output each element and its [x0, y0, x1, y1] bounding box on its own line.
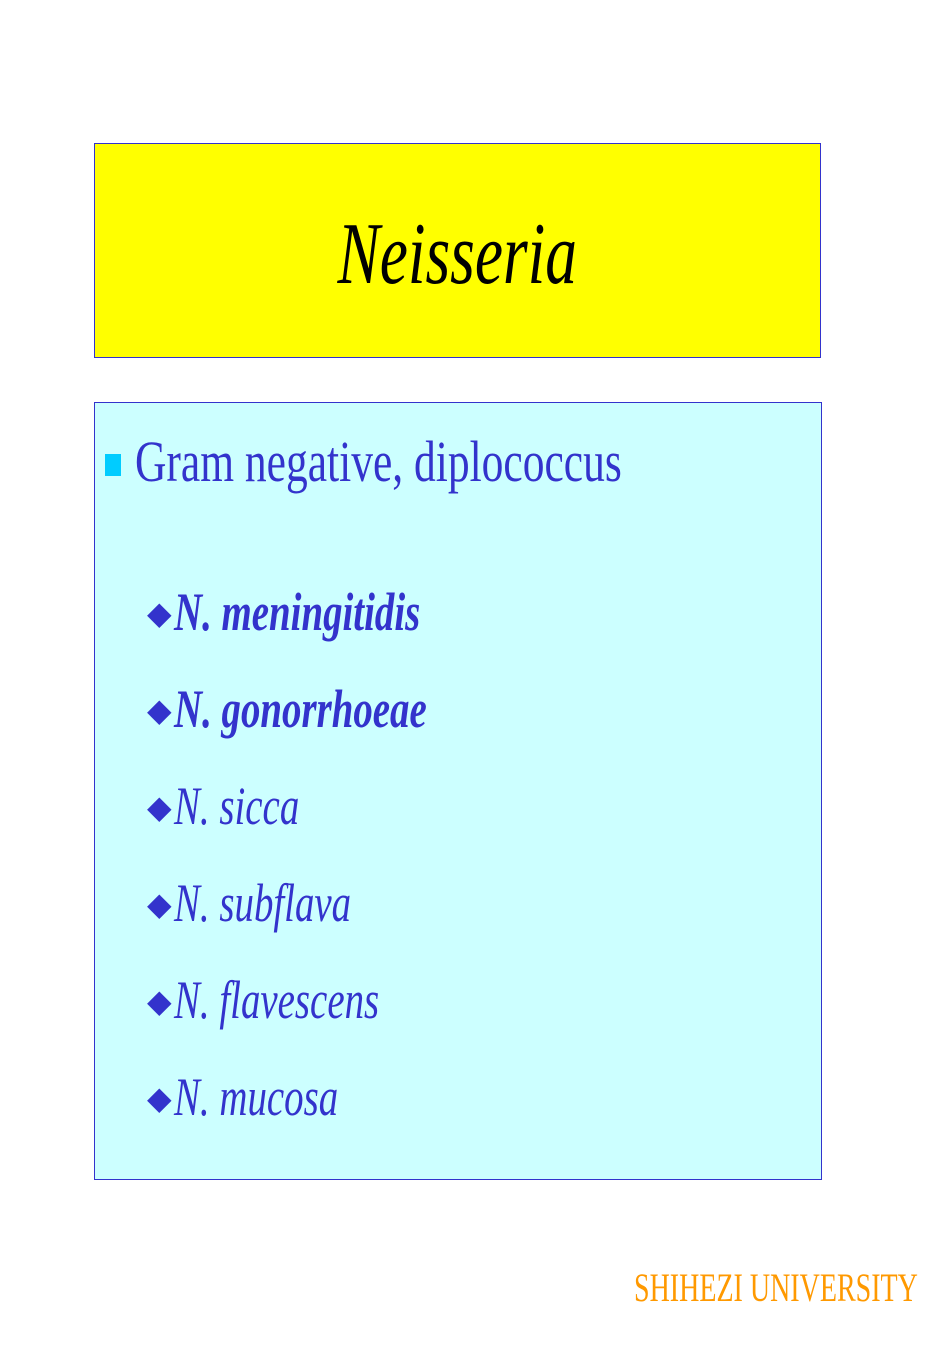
content-panel — [94, 402, 822, 1180]
footer-university-name: SHIHEZI UNIVERSITY — [634, 1265, 918, 1310]
list-item — [147, 776, 525, 876]
species-name: N. subflava — [173, 873, 351, 933]
diamond-bullet-icon: ◆ — [147, 1079, 172, 1117]
list-item — [147, 582, 525, 682]
diamond-bullet-icon: ◆ — [147, 982, 172, 1020]
species-name: N. gonorrhoeae — [173, 679, 427, 739]
diamond-bullet-icon: ◆ — [147, 788, 172, 826]
title-banner — [94, 143, 821, 358]
species-name: N. flavescens — [173, 970, 379, 1030]
diamond-bullet-icon: ◆ — [147, 691, 172, 729]
diamond-bullet-icon: ◆ — [147, 594, 172, 632]
species-name: N. meningitidis — [173, 582, 420, 642]
list-item — [147, 679, 525, 779]
species-name: N. sicca — [173, 776, 299, 836]
species-list — [147, 582, 525, 1167]
main-bullet-text: Gram negative, diplococcus — [135, 429, 622, 494]
list-item — [147, 1067, 525, 1167]
diamond-bullet-icon: ◆ — [147, 885, 172, 923]
main-bullet-point — [105, 429, 784, 494]
square-bullet-icon — [105, 454, 121, 476]
species-name: N. mucosa — [173, 1067, 338, 1127]
list-item — [147, 970, 525, 1070]
slide-title: Neisseria — [337, 205, 578, 303]
list-item — [147, 873, 525, 973]
